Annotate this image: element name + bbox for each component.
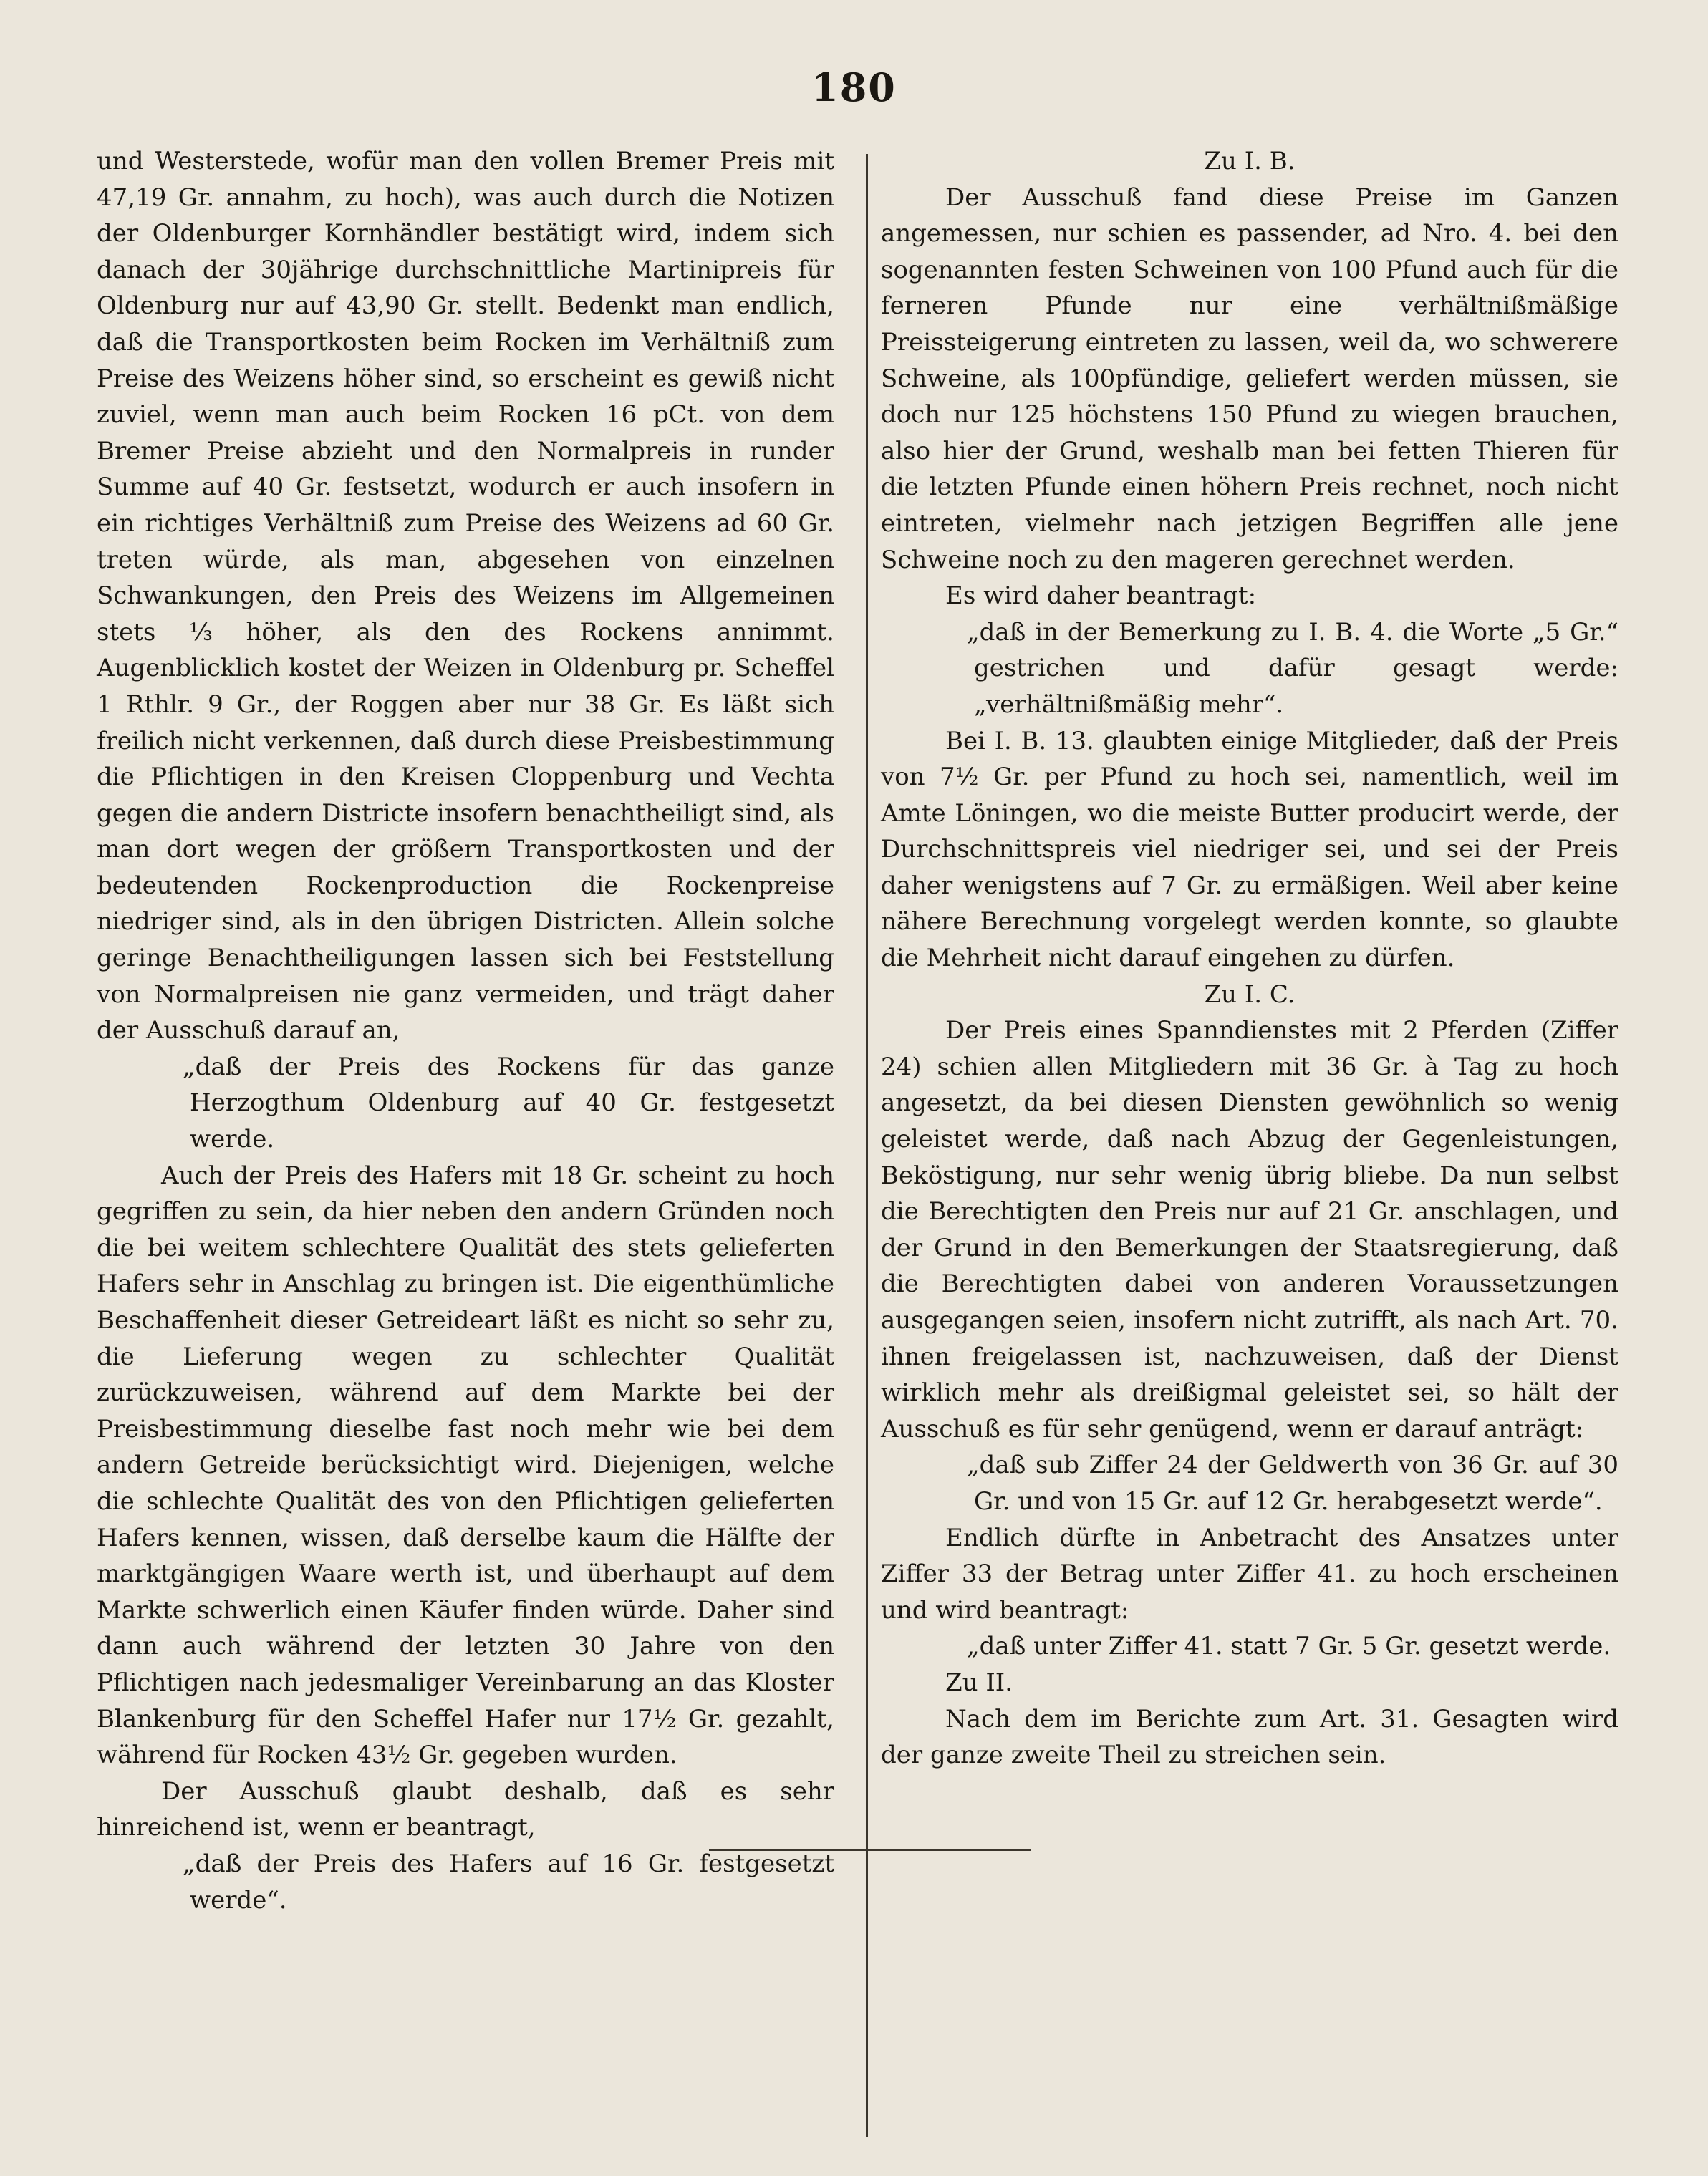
paragraph: Der Ausschuß fand diese Preise im Ganzen angemessen, nur schien es passender, ad Nro. 4. bei den sogenannten festen Schweinen von 100 Pfund auch für die ferneren Pfunde nur eine verhältnißmäßige Preissteigerung eintreten zu lassen, weil da, wo schwerere Schweine, als 100pfündige, geliefert werden müssen, sie doch nur 125 höchstens 150 Pfund zu wiegen brauchen, also hier der Grund, weshalb man bei fetten Thieren für die letzten Pfunde einen höhern Preis rechnet, noch nicht eintreten, vielmehr nach jetzigen Begriffen alle jene Schweine noch zu den mageren gerechnet werden.	[881, 183, 1618, 574]
paragraph: Der Ausschuß glaubt deshalb, daß es sehr hinreichend ist, wenn er beantragt,	[97, 1776, 834, 1842]
paragraph: und Westerstede, wofür man den vollen Bremer Preis mit 47,19 Gr. annahm, zu hoch), was auch durch die Notizen der Oldenburger Kornhändler bestätigt wird, indem sich danach der 30jährige durchschnittliche Martinipreis für Oldenburg nur auf 43,90 Gr. stellt. Bedenkt man endlich, daß die Transportkosten beim Rocken im Verhältniß zum Preise des Weizens höher sind, so erscheint es gewiß nicht zuviel, wenn man auch beim Rocken 16 pCt. von dem Bremer Preise abzieht und den Normalpreis in runder Summe auf 40 Gr. festsetzt, wodurch er auch insofern in ein richtiges Verhältniß zum Preise des Weizens ad 60 Gr. treten würde, als man, abgesehen von einzelnen Schwankungen, den Preis des Weizens im Allgemeinen stets ⅓ höher, als den des Rockens annimmt. Augenblicklich kostet der Weizen in Oldenburg pr. Scheffel 1 Rthlr. 9 Gr., der Roggen aber nur 38 Gr. Es läßt sich freilich nicht verkennen, daß durch diese Preisbestimmung die Pflichtigen in den Kreisen Cloppenburg und Vechta gegen die andern Districte insofern benachtheiligt sind, als man dort wegen der größern Transportkosten und der bedeutenden Rockenproduction die Rockenpreise niedriger sind, als in den übrigen Districten. Allein solche geringe Benachtheiligungen lassen sich bei Feststellung von Normalpreisen nie ganz vermeiden, und trägt daher der Ausschuß darauf an,	[97, 147, 834, 1045]
section-heading: Zu I. C.	[1204, 980, 1296, 1009]
section-heading: Zu I. B.	[1204, 147, 1296, 175]
paragraph: Bei I. B. 13. glaubten einige Mitglieder, daß der Preis von 7½ Gr. per Pfund zu hoch sei, namentlich, weil im Amte Löningen, wo die meiste Butter producirt werde, der Durchschnittspreis viel niedriger sei, und sei der Preis daher wenigstens auf 7 Gr. zu ermäßigen. Weil aber keine nähere Berechnung vorgelegt werden konnte, so glaubte die Mehrheit nicht darauf eingehen zu dürfen.	[881, 726, 1618, 973]
motion-quote: „daß sub Ziffer 24 der Geldwerth von 36 Gr. auf 30 Gr. und von 15 Gr. auf 12 Gr. herabgesetzt werde“.	[967, 1451, 1618, 1516]
motion-quote: „daß in der Bemerkung zu I. B. 4. die Worte „5 Gr.“ gestrichen und dafür gesagt werde: „verhältnißmäßig mehr“.	[967, 617, 1618, 719]
paragraph: Der Preis eines Spanndienstes mit 2 Pferden (Ziffer 24) schien allen Mitgliedern mit 36 Gr. à Tag zu hoch angesetzt, da bei diesen Diensten gewöhnlich so wenig geleistet werde, daß nach Abzug der Gegenleistungen, Beköstigung, nur sehr wenig übrig bliebe. Da nun selbst die Berechtigten den Preis nur auf 21 Gr. anschlagen, und der Grund in den Bemerkungen der Staatsregierung, daß die Berechtigten dabei von anderen Voraussetzungen ausgegangen seien, insofern nicht zutrifft, als nach Art. 70. ihnen freigelassen ist, nachzuweisen, daß der Dienst wirklich mehr als dreißigmal geleistet sei, so hält der Ausschuß es für sehr genügend, wenn er darauf anträgt:	[881, 1016, 1618, 1444]
paragraph: Endlich dürfte in Anbetracht des Ansatzes unter Ziffer 33 der Betrag unter Ziffer 41. zu hoch erscheinen und wird beantragt:	[881, 1523, 1618, 1625]
paragraph: Auch der Preis des Hafers mit 18 Gr. scheint zu hoch gegriffen zu sein, da hier neben den andern Gründen noch die bei weitem schlechtere Qualität des stets gelieferten Hafers sehr in Anschlag zu bringen ist. Die eigenthümliche Beschaffenheit dieser Getreideart läßt es nicht so sehr zu, die Lieferung wegen zu schlechter Qualität zurückzuweisen, während auf dem Markte bei der Preisbestimmung dieselbe fast noch mehr wie bei dem andern Getreide berücksichtigt wird. Diejenigen, welche die schlechte Qualität des von den Pflichtigen gelieferten Hafers kennen, wissen, daß derselbe kaum die Hälfte der marktgängigen Waare werth ist, und überhaupt auf dem Markte schwerlich einen Käufer finden würde. Daher sind dann auch während der letzten 30 Jahre von den Pflichtigen nach jedesmaliger Vereinbarung an das Kloster Blankenburg für den Scheffel Hafer nur 17½ Gr. gezahlt, während für Rocken 43½ Gr. gegeben wurden.	[97, 1161, 834, 1770]
section-heading: Zu II.	[945, 1668, 1013, 1697]
page-number: 180	[811, 64, 897, 110]
column-divider	[866, 154, 868, 2137]
right-column	[881, 143, 1618, 1774]
left-column	[97, 143, 834, 1918]
paragraph: Es wird daher beantragt:	[945, 581, 1257, 611]
motion-quote: „daß der Preis des Rockens für das ganze Herzogthum Oldenburg auf 40 Gr. festgesetzt werde.	[183, 1052, 834, 1154]
motion-quote: „daß unter Ziffer 41. statt 7 Gr. 5 Gr. gesetzt werde.	[967, 1632, 1611, 1661]
motion-quote: „daß der Preis des Hafers auf 16 Gr. festgesetzt werde“.	[183, 1849, 834, 1915]
paragraph: Nach dem im Berichte zum Art. 31. Gesagten wird der ganze zweite Theil zu streichen sein.	[881, 1704, 1618, 1770]
